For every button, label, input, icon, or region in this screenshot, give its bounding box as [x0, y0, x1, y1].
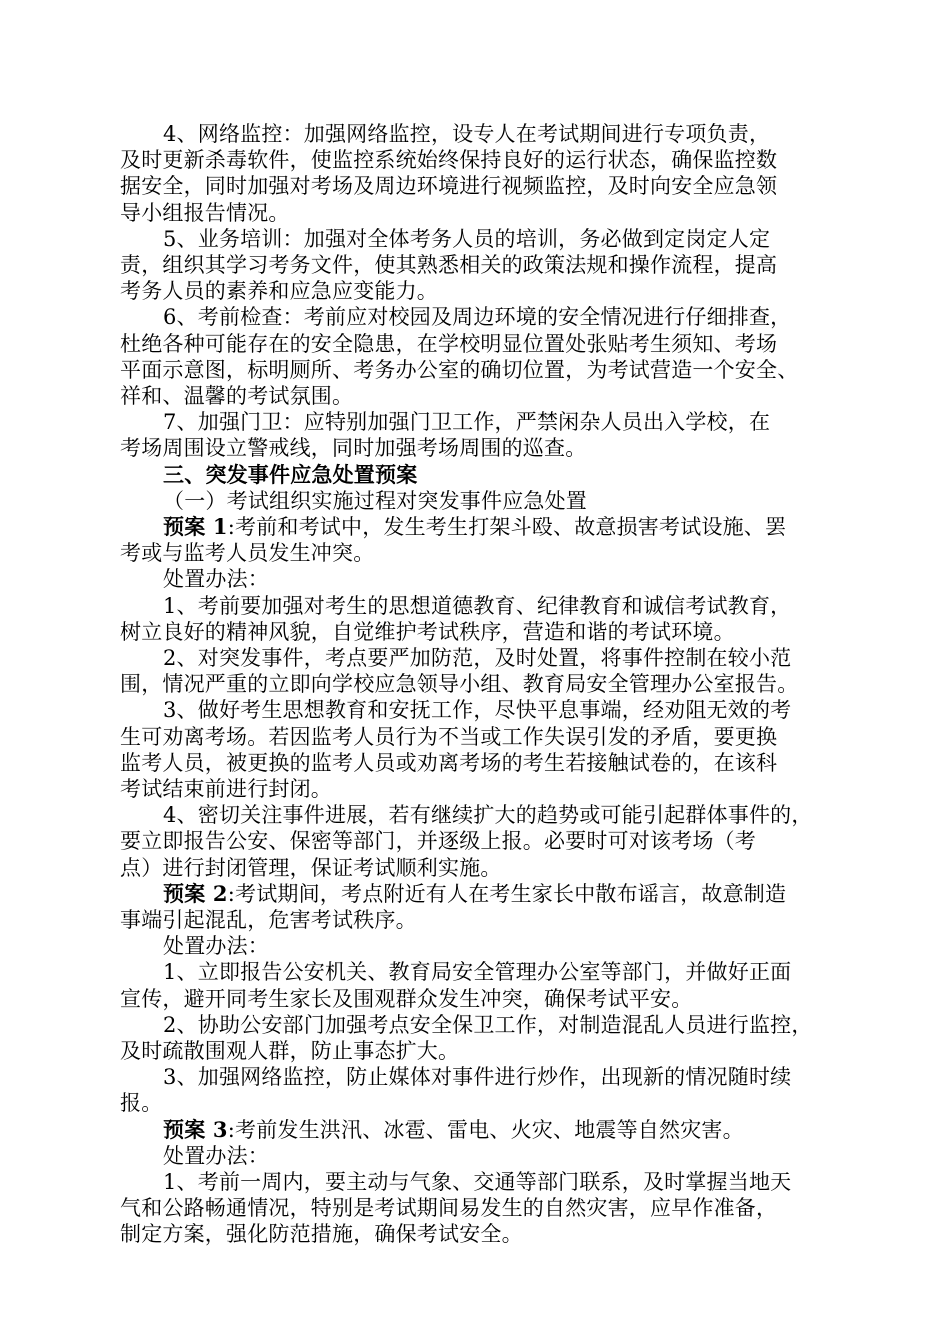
line-text: 5、业务培训：加强对全体考务人员的培训，务必做到定岗定人定 [163, 226, 771, 251]
text-line [163, 933, 269, 959]
line-text: 1、考前一周内，要主动与气象、交通等部门联系，及时掌握当地天 [163, 1170, 792, 1194]
line-text: 考场周围设立警戒线，同时加强考场周围的巡查。 [120, 436, 587, 461]
text-line [163, 304, 791, 330]
line-text: 7、加强门卫：应特别加强门卫工作，严禁闲杂人员出入学校，在 [163, 410, 771, 435]
line-text: 及时更新杀毒软件，使监控系统始终保持良好的运行状态，确保监控数 [120, 148, 778, 173]
text-line [120, 1195, 777, 1221]
text-line [120, 383, 353, 409]
text-line [120, 147, 777, 173]
text-line [120, 540, 374, 566]
text-line [163, 1143, 269, 1169]
text-line [163, 1012, 813, 1038]
line-text: 1、立即报告公安机关、教育局安全管理办公室等部门，并做好正面 [163, 960, 792, 985]
text-line [120, 331, 777, 357]
line-text: :考前和考试中，发生考生打架斗殴、故意损害考试设施、罢 [227, 515, 787, 539]
text-line [163, 514, 786, 540]
text-line [163, 566, 269, 592]
text-line [120, 750, 777, 776]
line-text: 处置办法： [163, 1143, 269, 1168]
text-line [120, 619, 735, 645]
text-line [163, 881, 786, 907]
line-text: 及时疏散围观人群，防止事态扩大。 [120, 1039, 460, 1063]
line-text: 4、密切关注事件进展，若有继续扩大的趋势或可能引起群体事件的， [163, 803, 813, 828]
text-line [120, 435, 586, 461]
text-line [163, 226, 770, 252]
text-line [120, 357, 798, 383]
text-line [163, 1064, 791, 1090]
line-text: 考务人员的素养和应急应变能力。 [120, 279, 438, 304]
text-line [120, 986, 692, 1012]
text-line [163, 593, 791, 619]
text-line [120, 1038, 459, 1064]
text-line [120, 1090, 162, 1116]
line-text: （一）考试组织实施过程对突发事件应急处置 [163, 488, 587, 513]
line-text: 4、网络监控：加强网络监控，设专人在考试期间进行专项负责， [163, 122, 771, 146]
line-text: 宣传，避开同考生家长及围观群众发生冲突，确保考试平安。 [120, 986, 693, 1011]
text-line [163, 488, 587, 514]
line-text: 树立良好的精神风貌，自觉维护考试秩序，营造和谐的考试环境。 [120, 619, 735, 644]
line-text: 3、加强网络监控，防止媒体对事件进行炒作，出现新的情况随时续 [163, 1065, 792, 1090]
text-line [120, 724, 777, 750]
text-line [120, 278, 438, 304]
line-text: 祥和、温馨的考试氛围。 [120, 384, 354, 408]
line-text: 要立即报告公安、保密等部门，并逐级上报。必要时可对该考场（考 [120, 829, 756, 854]
line-text: :考试期间，考点附近有人在考生家长中散布谣言，故意制造 [227, 881, 787, 906]
line-text: 据安全，同时加强对考场及周边环境进行视频监控，及时向安全应急领 [120, 174, 778, 199]
text-line [163, 802, 813, 828]
line-text: 导小组报告情况。 [120, 200, 290, 225]
text-line [120, 907, 417, 933]
line-text: 点）进行封闭管理，保证考试顺利实施。 [120, 855, 502, 880]
text-line [120, 828, 756, 854]
plan-label: 预案 1 [163, 514, 228, 539]
text-line [120, 200, 290, 226]
text-line [163, 1169, 791, 1195]
line-text: :考前发生洪汛、冰雹、雷电、火灾、地震等自然灾害。 [227, 1117, 744, 1142]
line-text: 监考人员，被更换的监考人员或劝离考场的考生若接触试卷的，在该科 [120, 750, 778, 775]
line-text: 责，组织其学习考务文件，使其熟悉相关的政策法规和操作流程，提高 [120, 253, 778, 277]
line-text: 2、对突发事件，考点要严加防范，及时处置，将事件控制在较小范 [163, 646, 792, 670]
line-text: 围，情况严重的立即向学校应急领导小组、教育局安全管理办公室报告。 [120, 672, 799, 697]
line-text: 1、考前要加强对考生的思想道德教育、纪律教育和诚信考试教育， [163, 593, 792, 618]
line-text: 生可劝离考场。若因监考人员行为不当或工作失误引发的矛盾，要更换 [120, 724, 778, 749]
text-line [120, 776, 332, 802]
text-line [163, 121, 770, 147]
text-line [163, 959, 791, 985]
line-text: 气和公路畅通情况，特别是考试期间易发生的自然灾害，应早作准备， [120, 1196, 778, 1221]
line-text: 事端引起混乱，危害考试秩序。 [120, 908, 417, 932]
text-line [163, 645, 791, 671]
text-line [163, 1117, 744, 1143]
text-line [120, 855, 502, 881]
text-line [163, 409, 770, 435]
line-text: 处置办法： [163, 567, 269, 592]
line-text: 平面示意图，标明厕所、考务办公室的确切位置，为考试营造一个安全、 [120, 357, 799, 382]
line-text: 三、突发事件应急处置预案 [163, 461, 418, 487]
plan-label: 预案 2 [163, 880, 228, 906]
text-line [163, 697, 791, 723]
line-text: 3、做好考生思想教育和安抚工作，尽快平息事端，经劝阻无效的考 [163, 698, 792, 723]
line-text: 制定方案，强化防范措施，确保考试安全。 [120, 1222, 523, 1247]
text-line [120, 173, 777, 199]
text-line [120, 252, 777, 278]
text-line [120, 671, 798, 697]
line-text: 处置办法： [163, 934, 269, 959]
text-line [120, 1221, 523, 1247]
line-text: 2、协助公安部门加强考点安全保卫工作，对制造混乱人员进行监控， [163, 1012, 813, 1037]
line-text: 考或与监考人员发生冲突。 [120, 541, 375, 566]
section-heading [163, 462, 417, 488]
line-text: 考试结束前进行封闭。 [120, 777, 332, 801]
plan-label: 预案 3 [163, 1116, 228, 1142]
line-text: 报。 [120, 1091, 163, 1116]
line-text: 6、考前检查：考前应对校园及周边环境的安全情况进行仔细排查， [163, 305, 792, 330]
line-text: 杜绝各种可能存在的安全隐患，在学校明显位置处张贴考生须知、考场 [120, 331, 778, 356]
